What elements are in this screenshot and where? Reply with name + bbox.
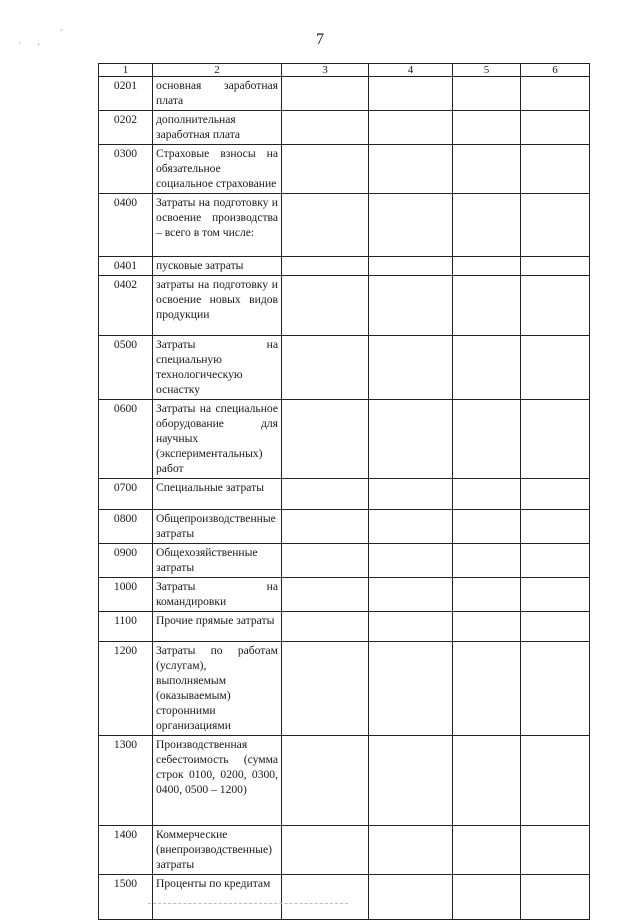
- cell: [369, 510, 453, 544]
- row-name: Затраты по работам (услугам), выполняемым (оказываемым) сторонними организациями: [153, 642, 282, 736]
- cell: [521, 826, 590, 875]
- cell: [453, 145, 521, 194]
- cell: [369, 544, 453, 578]
- row-name: Затраты на командировки: [153, 578, 282, 612]
- cell: [453, 612, 521, 642]
- header-row: [99, 64, 590, 77]
- cell: [453, 400, 521, 479]
- cell: [282, 276, 369, 336]
- row-name: Затраты на специальное оборудование для научных (экспериментальных) работ: [153, 400, 282, 479]
- cell: [521, 111, 590, 145]
- cell: [282, 336, 369, 400]
- row-name: Прочие прямые затраты: [153, 612, 282, 642]
- cell: [521, 257, 590, 276]
- cell: [282, 257, 369, 276]
- cell: [282, 736, 369, 826]
- cell: [453, 77, 521, 111]
- cell: [521, 510, 590, 544]
- table-row: [99, 612, 590, 642]
- cell: [453, 826, 521, 875]
- column-header-5: 5: [453, 64, 521, 77]
- row-name: основная заработная плата: [153, 77, 282, 111]
- cell: [369, 479, 453, 510]
- cell: [453, 194, 521, 257]
- table-row: [99, 77, 590, 111]
- cell: [282, 400, 369, 479]
- table-row: [99, 145, 590, 194]
- row-code: 0800: [99, 510, 153, 544]
- row-code: 0600: [99, 400, 153, 479]
- cell: [369, 578, 453, 612]
- cell: [521, 77, 590, 111]
- cell: [369, 736, 453, 826]
- cell: [521, 336, 590, 400]
- cell: [453, 510, 521, 544]
- row-name: Производственная себестоимость (сумма строк 0100, 0200, 0300, 0400, 0500 – 1200): [153, 736, 282, 826]
- cell: [453, 736, 521, 826]
- cell: [369, 875, 453, 920]
- table-row: [99, 479, 590, 510]
- row-code: 1500: [99, 875, 153, 920]
- cell: [282, 194, 369, 257]
- cell: [369, 400, 453, 479]
- cell: [282, 145, 369, 194]
- column-header-2: 2: [153, 64, 282, 77]
- cell: [282, 642, 369, 736]
- table-row: [99, 826, 590, 875]
- row-code: 0202: [99, 111, 153, 145]
- cell: [282, 578, 369, 612]
- cell: [369, 77, 453, 111]
- cell: [521, 479, 590, 510]
- row-name: затраты на подготовку и освоение новых видов продукции: [153, 276, 282, 336]
- cell: [453, 875, 521, 920]
- row-code: 1400: [99, 826, 153, 875]
- cell: [282, 479, 369, 510]
- column-header-6: 6: [521, 64, 590, 77]
- cell: [521, 875, 590, 920]
- cell: [282, 875, 369, 920]
- cost-table: [98, 63, 590, 920]
- cell: [453, 479, 521, 510]
- table-row: [99, 578, 590, 612]
- row-code: 1000: [99, 578, 153, 612]
- cell: [453, 544, 521, 578]
- cell: [453, 276, 521, 336]
- cell: [521, 612, 590, 642]
- row-code: 1100: [99, 612, 153, 642]
- cell: [521, 578, 590, 612]
- row-name: Страховые взносы на обязательное социальное страхование: [153, 145, 282, 194]
- cell: [282, 826, 369, 875]
- scan-edge-line: [148, 903, 348, 904]
- row-code: 1300: [99, 736, 153, 826]
- cell: [453, 642, 521, 736]
- column-header-3: 3: [282, 64, 369, 77]
- cell: [453, 336, 521, 400]
- cell: [521, 145, 590, 194]
- cell: [521, 400, 590, 479]
- row-name: Коммерческие (внепроизводственные) затраты: [153, 826, 282, 875]
- row-code: 0500: [99, 336, 153, 400]
- table-row: [99, 736, 590, 826]
- row-name: пусковые затраты: [153, 257, 282, 276]
- cell: [369, 642, 453, 736]
- row-name: Затраты на подготовку и освоение производства – всего в том числе:: [153, 194, 282, 257]
- cell: [282, 111, 369, 145]
- cell: [369, 612, 453, 642]
- cell: [282, 612, 369, 642]
- cell: [521, 642, 590, 736]
- page-number: 7: [316, 31, 324, 48]
- row-code: 1200: [99, 642, 153, 736]
- cell: [282, 77, 369, 111]
- cell: [369, 826, 453, 875]
- cell: [369, 336, 453, 400]
- table-row: [99, 875, 590, 920]
- table-row: [99, 642, 590, 736]
- column-header-4: 4: [369, 64, 453, 77]
- row-code: 0300: [99, 145, 153, 194]
- cell: [369, 145, 453, 194]
- table-row: [99, 544, 590, 578]
- column-header-1: 1: [99, 64, 153, 77]
- table-row: [99, 336, 590, 400]
- row-code: 0402: [99, 276, 153, 336]
- table-row: [99, 510, 590, 544]
- table-row: [99, 257, 590, 276]
- row-code: 0900: [99, 544, 153, 578]
- table-row: [99, 111, 590, 145]
- cell: [369, 194, 453, 257]
- cell: [521, 544, 590, 578]
- row-code: 0401: [99, 257, 153, 276]
- cell: [453, 578, 521, 612]
- cell: [453, 257, 521, 276]
- cell: [282, 510, 369, 544]
- row-code: 0201: [99, 77, 153, 111]
- cell: [521, 276, 590, 336]
- table-row: [99, 276, 590, 336]
- row-name: Общехозяйственные затраты: [153, 544, 282, 578]
- row-name: Специальные затраты: [153, 479, 282, 510]
- row-name: Проценты по кредитам: [153, 875, 282, 920]
- row-code: 0400: [99, 194, 153, 257]
- row-name: дополнительная заработная плата: [153, 111, 282, 145]
- row-name: Затраты на специальную технологическую оснастку: [153, 336, 282, 400]
- cell: [369, 257, 453, 276]
- row-name: Общепроизводственные затраты: [153, 510, 282, 544]
- cell: [369, 111, 453, 145]
- table-row: [99, 400, 590, 479]
- table-row: [99, 194, 590, 257]
- cell: [521, 194, 590, 257]
- cell: [369, 276, 453, 336]
- row-code: 0700: [99, 479, 153, 510]
- cell: [282, 544, 369, 578]
- cell: [453, 111, 521, 145]
- cell: [521, 736, 590, 826]
